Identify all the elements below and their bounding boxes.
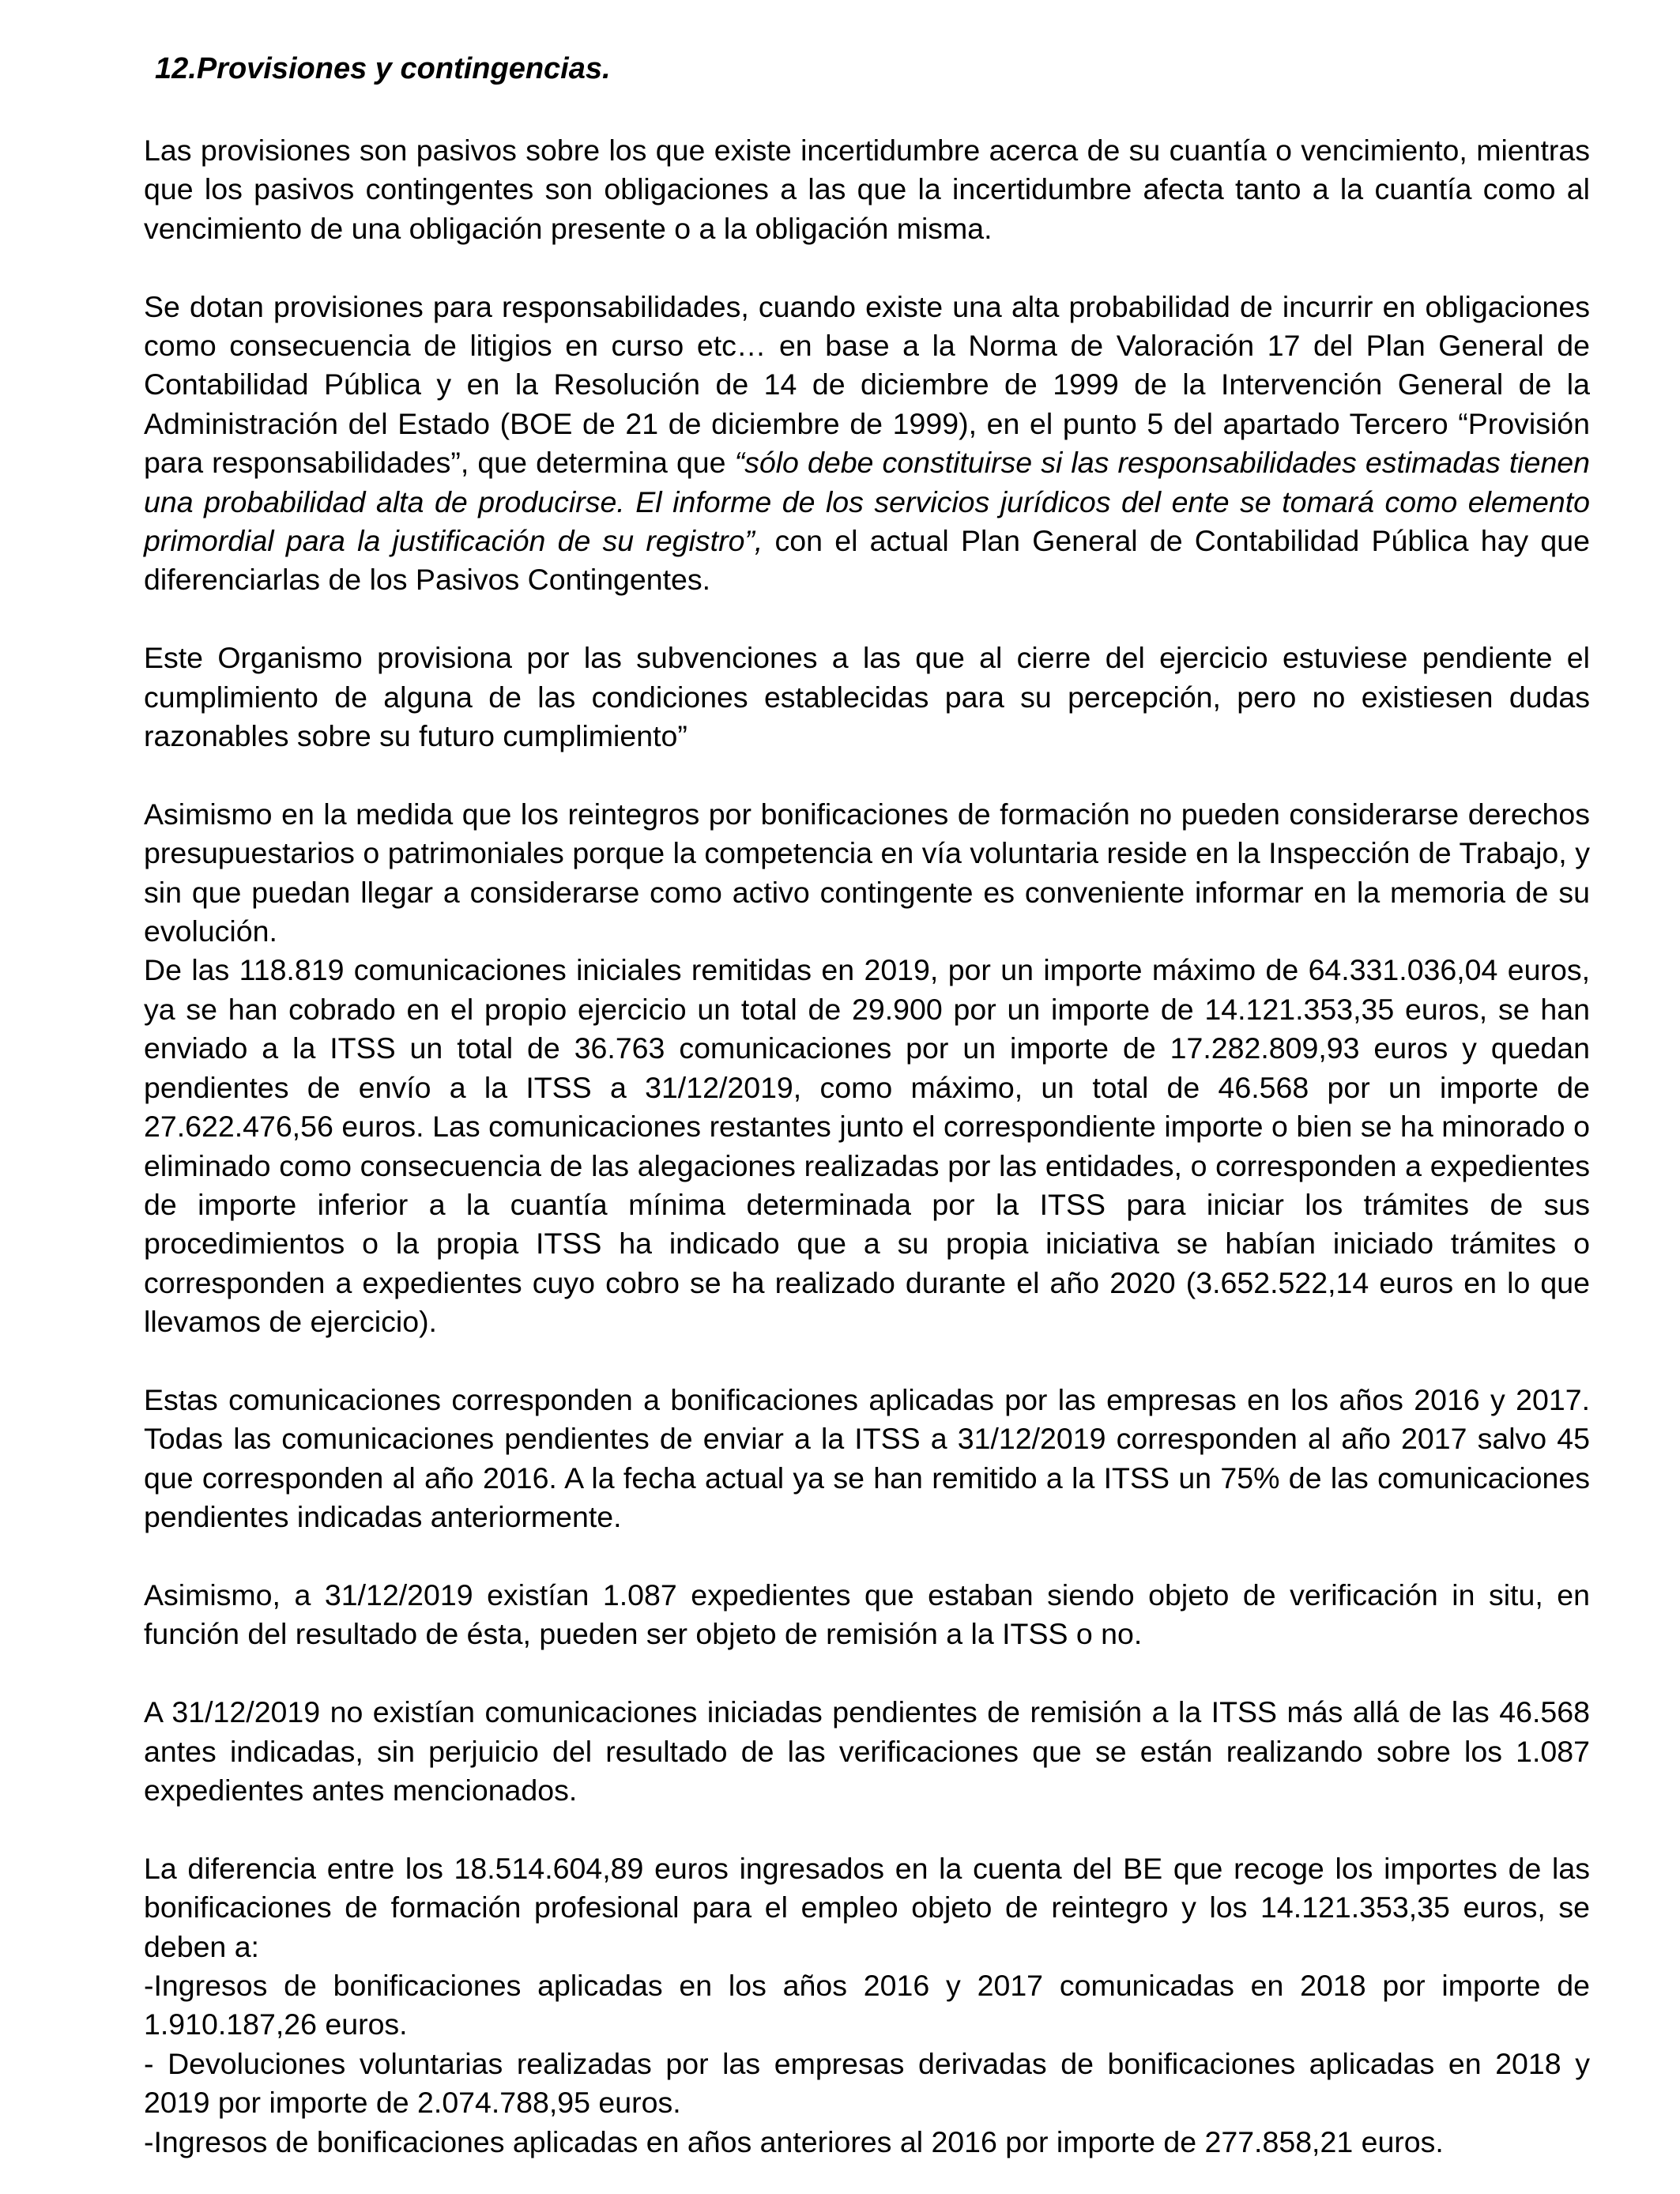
section-heading: 12.Provisiones y contingencias. xyxy=(155,52,611,85)
document-body xyxy=(144,49,1590,2162)
paragraph-pending-remission: A 31/12/2019 no existían comunicaciones iniciadas pendientes de remisión a la ITSS más allá de las 46.568 antes indicadas, sin perjuicio del resultado de las verificaciones que se están realizando sobre los 1.087 expedientes antes mencionados. xyxy=(144,1695,1590,1807)
paragraph-reintegros: Asimismo en la medida que los reintegros por bonificaciones de formación no pueden considerarse derechos presupuestarios o patrimoniales porque la competencia en vía voluntaria reside en la Inspección de Trabajo, y sin que puedan llegar a considerarse como activo contingente es conveniente informar en la memoria de su evolución. xyxy=(144,797,1590,948)
paragraph-difference: La diferencia entre los 18.514.604,89 euros ingresados en la cuenta del BE que recoge los importes de las bonificaciones de formación profesional para el empleo objeto de reintegro y los 14.121.353,35 euros, se deben a: xyxy=(144,1851,1590,1963)
paragraph-bonifications-years: Estas comunicaciones corresponden a bonificaciones aplicadas por las empresas en los años 2016 y 2017. Todas las comunicaciones pendientes de enviar a la ITSS a 31/12/2019 corresponden al año 2017 salvo 45 que corresponden al año 2016. A la fecha actual ya se han remitido a la ITSS un 75% de las comunicaciones pendientes indicadas anteriormente. xyxy=(144,1382,1590,1534)
paragraph-responsibilities-quote: “sólo debe constituirse si las responsabilidades estimadas tienen una probabilidad alta de producirse. El informe de los servicios jurídicos del ente se tomará como elemento primordial para la justificación de su registro”, xyxy=(144,446,1591,558)
list-item: -Ingresos de bonificaciones aplicadas en los años 2016 y 2017 comunicadas en 2018 por importe de 1.910.187,26 euros. xyxy=(144,1968,1590,2041)
paragraph-responsibilities-tail: con el actual Plan General de Contabilidad Pública hay que diferenciarlas de los Pasivos Contingentes. xyxy=(144,524,1590,597)
paragraph-communications: De las 118.819 comunicaciones iniciales remitidas en 2019, por un importe máximo de 64.331.036,04 euros, ya se han cobrado en el propio ejercicio un total de 29.900 por un importe de 14.121.353,35 euros, se han enviado a la ITSS un total de 36.763 comunicaciones por un importe de 17.282.809,93 euros y quedan pendientes de envío a la ITSS a 31/12/2019, como máximo, un total de 46.568 por un importe de 27.622.476,56 euros. Las comunicaciones restantes junto el correspondiente importe o bien se ha minorado o eliminado como consecuencia de las alegaciones realizadas por las entidades, o corresponden a expedientes de importe inferior a la cuantía mínima determinada por la ITSS para iniciar los trámites de sus procedimientos o la propia ITSS ha indicado que a su propia iniciativa se habían iniciado trámites o corresponden a expedientes cuyo cobro se ha realizado durante el año 2020 (3.652.522,14 euros en lo que llevamos de ejercicio). xyxy=(144,953,1590,1339)
paragraph-verification: Asimismo, a 31/12/2019 existían 1.087 expedientes que estaban siendo objeto de verificación in situ, en función del resultado de ésta, pueden ser objeto de remisión a la ITSS o no. xyxy=(144,1578,1590,1651)
list-item: - Devoluciones voluntarias realizadas por las empresas derivadas de bonificaciones aplicadas en 2018 y 2019 por importe de 2.074.788,95 euros. xyxy=(144,2046,1590,2120)
paragraph-provisions-definition: Las provisiones son pasivos sobre los que existe incertidumbre acerca de su cuantía o vencimiento, mientras que los pasivos contingentes son obligaciones a las que la incertidumbre afecta tanto a la cuantía como al vencimiento de una obligación presente o a la obligación misma. xyxy=(144,134,1590,245)
paragraph-responsibilities-text: Se dotan provisiones para responsabilidades, cuando existe una alta probabilidad de incurrir en obligaciones como consecuencia de litigios en curso etc… en base a la Norma de Valoración 17 del Plan General de Contabilidad Pública y en la Resolución de 14 de diciembre de 1999 de la Intervención General de la Administración del Estado (BOE de 21 de diciembre de 1999), en el punto 5 del apartado Tercero “Provisión para responsabilidades”, que determina que xyxy=(144,289,1590,480)
list-item: -Ingresos de bonificaciones aplicadas en años anteriores al 2016 por importe de 277.858,21 euros. xyxy=(144,2124,1444,2158)
paragraph-responsibilities xyxy=(144,288,1590,600)
paragraph-subsidies: Este Organismo provisiona por las subvenciones a las que al cierre del ejercicio estuviese pendiente el cumplimiento de alguna de las condiciones establecidas para su percepción, pero no existiesen dudas razonables sobre su futuro cumplimiento” xyxy=(144,641,1590,753)
